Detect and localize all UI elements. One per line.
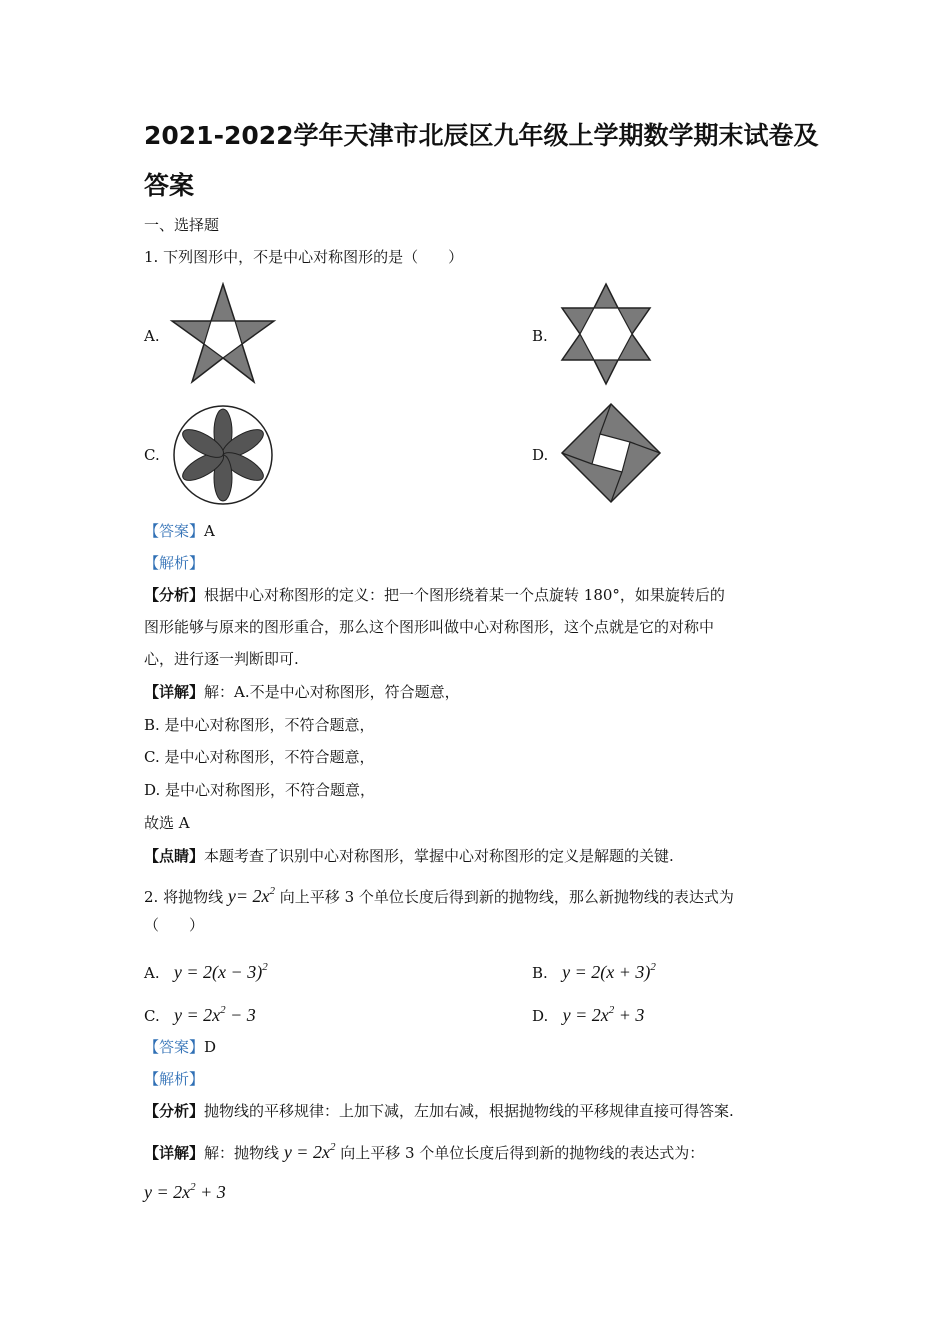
q1-fenxi-line1	[144, 584, 725, 606]
eq: y = 2x	[144, 1182, 191, 1202]
q1-answer	[144, 520, 215, 542]
eq: y = 2(x − 3)	[173, 962, 263, 982]
q1-jiexi-tag: 【解析】	[144, 554, 205, 572]
tail: − 3	[225, 1005, 256, 1025]
q2-final-eq	[144, 1182, 226, 1202]
q2-answer	[144, 1036, 216, 1058]
eq-rest: = 2x	[235, 886, 270, 906]
xiangjie-tag: 【详解】	[144, 1144, 205, 1162]
q2-option-b-label: B.	[532, 964, 548, 982]
q1-stem: 1. 下列图形中，不是中心对称图形的是（ ）	[144, 248, 464, 266]
q1-conclusion: 故选 A	[144, 814, 190, 832]
eq-exp: 2	[269, 885, 276, 897]
answer-tag: 【答案】	[144, 1038, 205, 1056]
figure-hexagram	[558, 282, 654, 386]
doc-title-line2: 答案	[144, 171, 195, 200]
q2-option-b-eq	[562, 962, 656, 982]
q2-final-expression	[144, 1176, 226, 1204]
q2-xiangjie-eq	[284, 1142, 336, 1162]
q2-answer-value: D	[204, 1038, 217, 1056]
eq: y = 2x	[174, 1005, 221, 1025]
eq: y = 2(x + 3)	[562, 962, 651, 982]
answer-tag: 【答案】	[144, 522, 205, 540]
q1-option-a-label: A.	[144, 327, 160, 345]
q2-jiexi-tag: 【解析】	[144, 1070, 205, 1088]
q2-option-c-eq	[174, 1005, 256, 1025]
q2-option-d	[532, 999, 644, 1027]
section-heading: 一、选择题	[144, 216, 220, 234]
tail: + 3	[614, 1005, 645, 1025]
figure-square-pinwheel	[560, 402, 662, 504]
q1-xiangjie-line4: D. 是中心对称图形，不符合题意，	[144, 781, 376, 799]
q1-fenxi-line2: 图形能够与原来的图形重合，那么这个图形叫做中心对称图形，这个点就是它的对称中	[144, 618, 715, 636]
exp: 2	[220, 1004, 226, 1016]
q2-stem	[144, 880, 734, 908]
q2-xiangjie	[144, 1136, 704, 1164]
q2-option-c-label: C.	[144, 1007, 160, 1025]
tail: + 3	[195, 1182, 226, 1202]
q2-option-a	[144, 956, 268, 984]
q1-xiangjie-line3: C. 是中心对称图形，不符合题意，	[144, 748, 375, 766]
q2-stem-equation	[228, 886, 275, 906]
q1-option-d-label: D.	[532, 446, 549, 464]
q2-stem-post: 向上平移 3 个单位长度后得到新的抛物线，那么新抛物线的表达式为	[279, 888, 734, 906]
q1-xiangjie-line2: B. 是中心对称图形，不符合题意，	[144, 716, 375, 734]
q2-option-b	[532, 956, 656, 984]
q2-option-a-label: A.	[144, 964, 160, 982]
q2-option-c	[144, 999, 256, 1027]
figure-pentagram	[168, 282, 278, 388]
q2-paren: （ ）	[144, 916, 205, 934]
fenxi-text: 根据中心对称图形的定义：把一个图形绕着某一个点旋转 180°，如果旋转后的	[204, 586, 725, 604]
exp: 2	[650, 961, 656, 973]
q1-dianjing	[144, 845, 674, 867]
eq: y = 2x	[283, 1142, 330, 1162]
eq: y = 2x	[562, 1005, 609, 1025]
q1-xiangjie-line1	[144, 681, 460, 703]
q1-option-c-label: C.	[144, 446, 160, 464]
doc-title-line1: 2021-2022学年天津市北辰区九年级上学期数学期末试卷及	[144, 121, 819, 150]
exp: 2	[262, 961, 268, 973]
fenxi-tag: 【分析】	[144, 586, 205, 604]
q2-option-d-label: D.	[532, 1007, 549, 1025]
eq-y: y	[227, 886, 236, 906]
xiangjie-text: 解：A.不是中心对称图形，符合题意，	[204, 683, 460, 701]
q1-answer-value: A	[204, 522, 215, 540]
fenxi-text: 抛物线的平移规律：上加下减，左加右减，根据抛物线的平移规律直接可得答案.	[204, 1102, 734, 1120]
q2-option-d-eq	[563, 1005, 645, 1025]
exp: 2	[190, 1181, 196, 1193]
dianjing-text: 本题考查了识别中心对称图形，掌握中心对称图形的定义是解题的关键.	[204, 847, 674, 865]
xiangjie-pre: 解：抛物线	[204, 1144, 280, 1162]
xiangjie-post: 向上平移 3 个单位长度后得到新的抛物线的表达式为：	[340, 1144, 705, 1162]
q2-option-a-eq	[174, 962, 268, 982]
xiangjie-tag: 【详解】	[144, 683, 205, 701]
figure-flower-circle	[170, 402, 276, 508]
q1-option-b-label: B.	[532, 327, 548, 345]
exp: 2	[608, 1004, 615, 1016]
exp: 2	[329, 1141, 336, 1153]
dianjing-tag: 【点睛】	[144, 847, 205, 865]
q1-fenxi-line3: 心，进行逐一判断即可.	[144, 650, 299, 668]
q2-stem-pre: 2. 将抛物线	[144, 888, 224, 906]
fenxi-tag: 【分析】	[144, 1102, 205, 1120]
q2-fenxi	[144, 1100, 734, 1122]
